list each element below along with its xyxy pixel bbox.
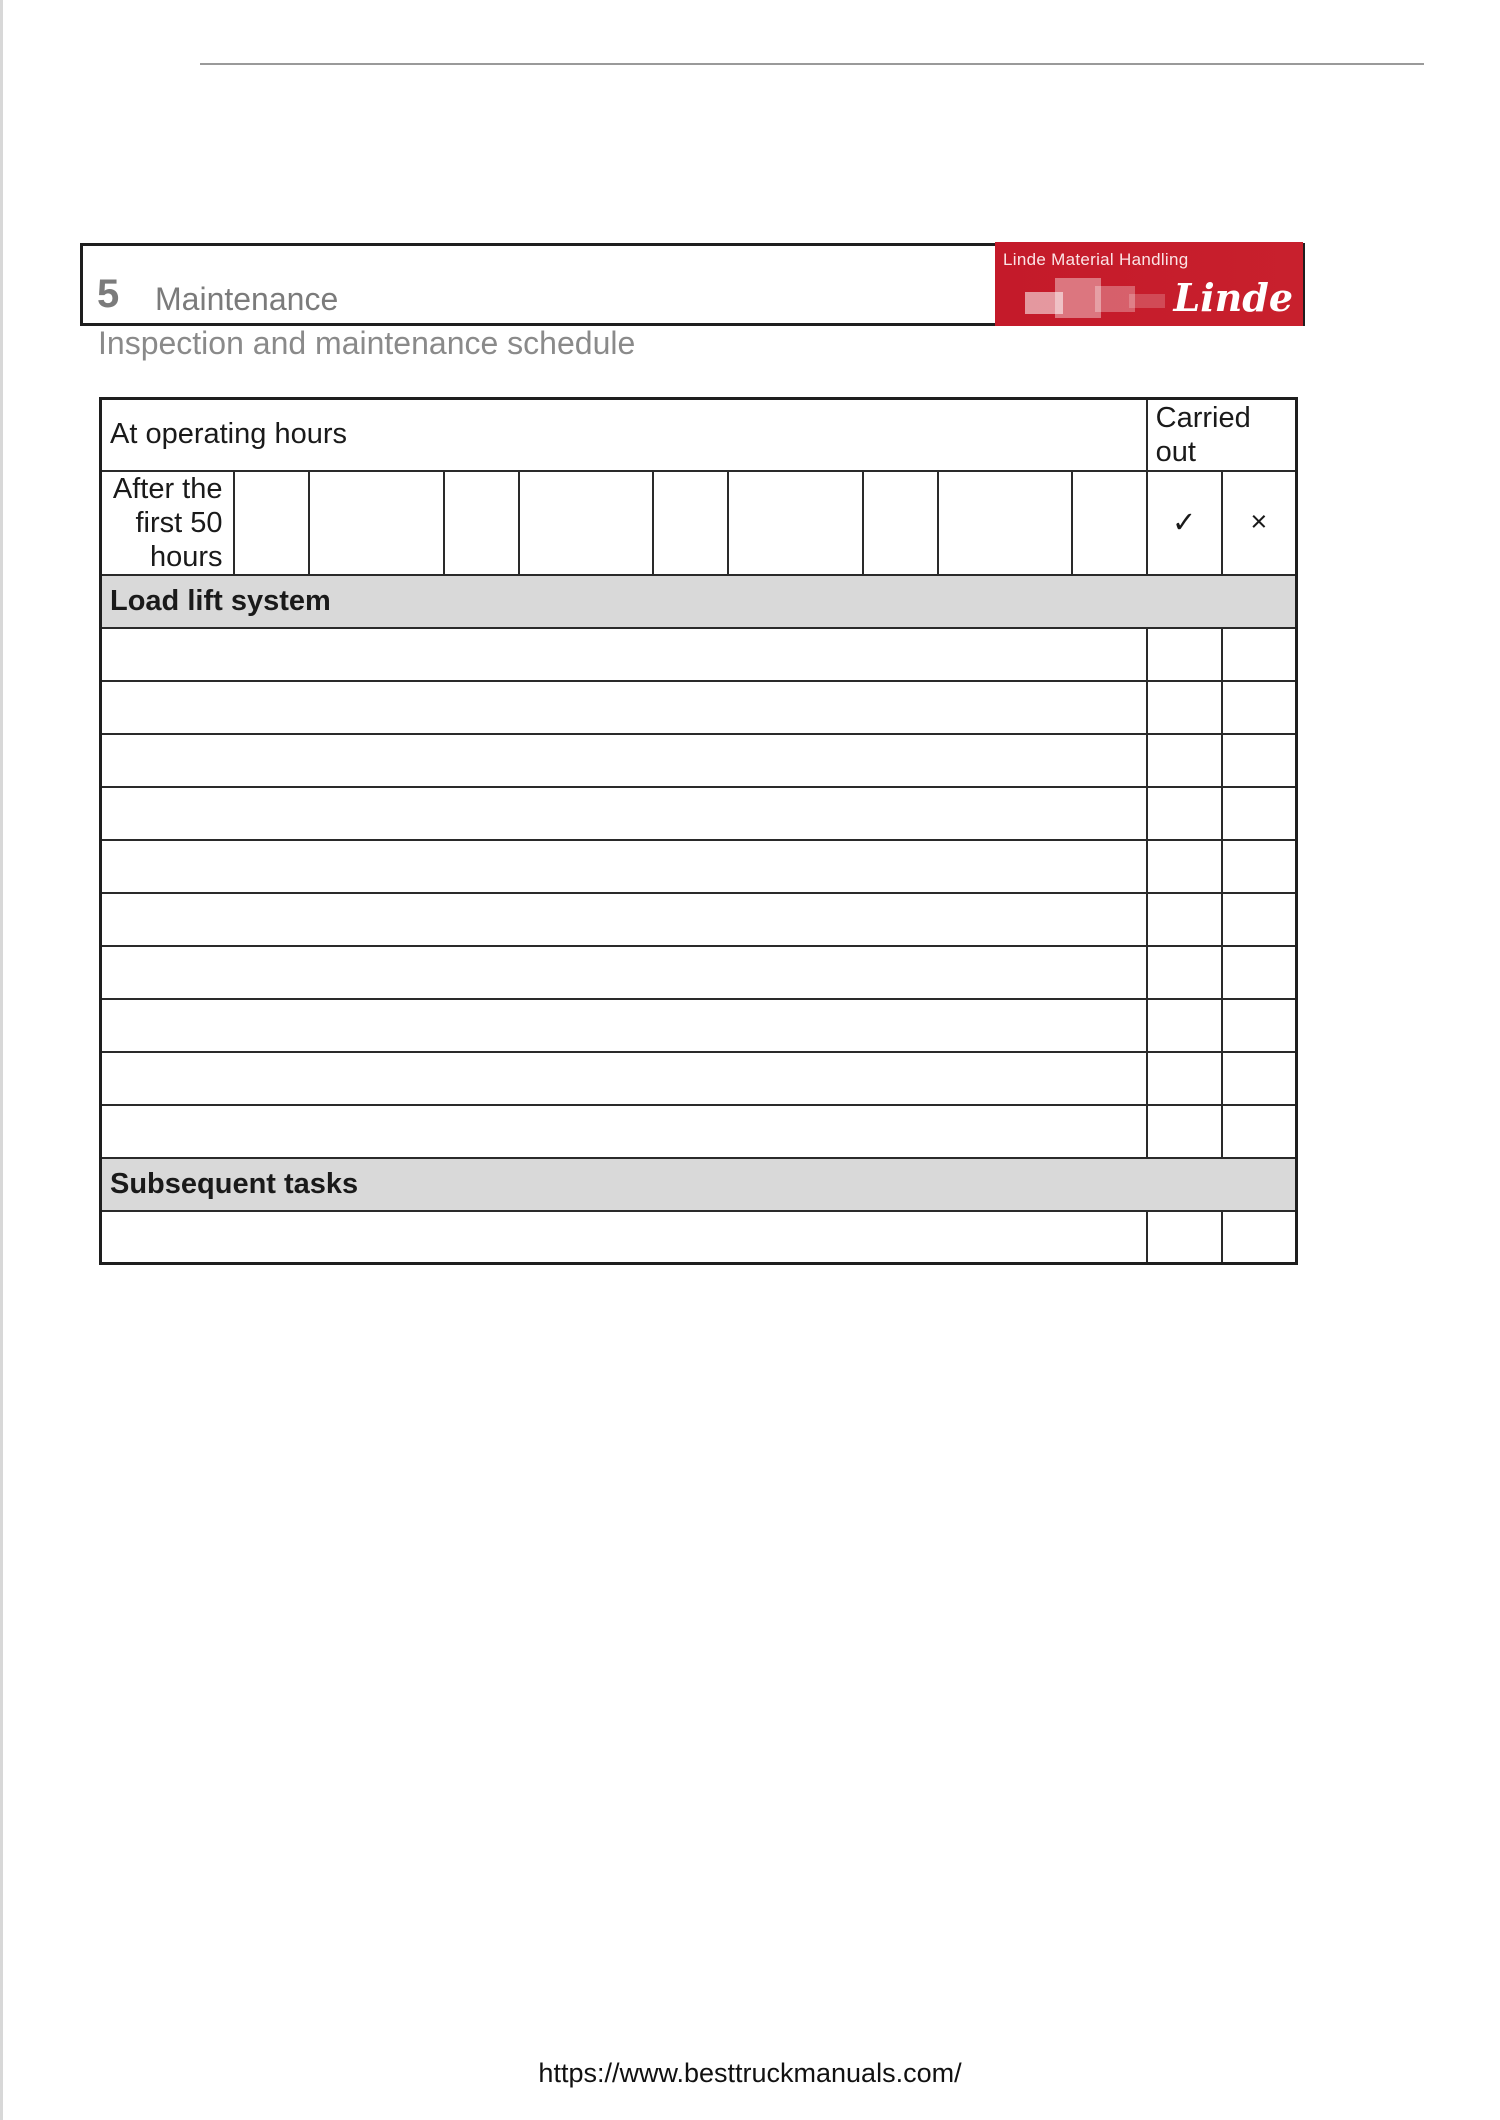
not-done-checkbox-cell[interactable]	[1222, 734, 1297, 787]
done-checkbox-cell[interactable]	[1147, 1211, 1222, 1264]
not-done-checkbox-cell[interactable]	[1222, 681, 1297, 734]
not-done-checkbox-cell[interactable]	[1222, 628, 1297, 681]
task-row	[101, 1052, 1297, 1105]
interval-empty-cell	[234, 471, 309, 575]
task-row	[101, 999, 1297, 1052]
interval-empty-cell	[1072, 471, 1147, 575]
not-done-checkbox-cell[interactable]	[1222, 893, 1297, 946]
interval-line3: hours	[149, 540, 223, 573]
task-row	[101, 1211, 1297, 1264]
chapter-number: 5	[97, 272, 120, 316]
done-checkbox-cell[interactable]	[1147, 628, 1222, 681]
interval-row	[101, 471, 1297, 575]
section-title: Inspection and maintenance schedule	[98, 325, 636, 361]
done-checkbox-cell[interactable]	[1147, 840, 1222, 893]
not-done-checkbox-cell[interactable]	[1222, 787, 1297, 840]
not-done-checkbox-cell[interactable]	[1222, 840, 1297, 893]
page-edge	[0, 0, 3, 2120]
task-cell	[101, 1052, 1147, 1105]
not-done-checkbox-cell[interactable]	[1222, 1052, 1297, 1105]
task-cell	[101, 1211, 1147, 1264]
done-checkbox-cell[interactable]	[1147, 787, 1222, 840]
footer-url[interactable]: https://www.besttruckmanuals.com/	[538, 2058, 962, 2088]
carried-out-line2: out	[1155, 435, 1196, 468]
cross-mark-icon: ×	[1222, 471, 1297, 575]
logo-tagline: Linde Material Handling	[1003, 250, 1189, 269]
interval-empty-cell	[519, 471, 653, 575]
carried-out-line1: Carried	[1155, 401, 1251, 434]
interval-empty-cell	[728, 471, 863, 575]
maintenance-schedule-table	[99, 397, 1298, 1265]
task-cell	[101, 628, 1147, 681]
task-cell	[101, 787, 1147, 840]
task-row	[101, 1105, 1297, 1158]
interval-empty-cell	[444, 471, 519, 575]
task-cell	[101, 681, 1147, 734]
done-checkbox-cell[interactable]	[1147, 946, 1222, 999]
done-checkbox-cell[interactable]	[1147, 999, 1222, 1052]
logo-wordmark: Linde	[1173, 275, 1293, 320]
task-cell	[101, 1105, 1147, 1158]
task-cell	[101, 999, 1147, 1052]
done-checkbox-cell[interactable]	[1147, 734, 1222, 787]
carried-out-header	[1147, 399, 1297, 471]
task-cell	[101, 840, 1147, 893]
operating-hours-header: At operating hours	[101, 399, 1147, 471]
section-title-load-lift: Load lift system	[101, 575, 1297, 628]
not-done-checkbox-cell[interactable]	[1222, 1105, 1297, 1158]
done-checkbox-cell[interactable]	[1147, 1052, 1222, 1105]
interval-cell	[101, 471, 234, 575]
not-done-checkbox-cell[interactable]	[1222, 946, 1297, 999]
check-mark-icon: ✓	[1147, 471, 1222, 575]
task-row	[101, 628, 1297, 681]
task-cell	[101, 946, 1147, 999]
interval-empty-cell	[938, 471, 1072, 575]
task-row	[101, 681, 1297, 734]
task-row	[101, 734, 1297, 787]
interval-empty-cell	[309, 471, 444, 575]
task-row	[101, 787, 1297, 840]
chapter-title: Maintenance	[155, 281, 339, 317]
task-row	[101, 840, 1297, 893]
done-checkbox-cell[interactable]	[1147, 1105, 1222, 1158]
task-row	[101, 946, 1297, 999]
task-cell	[101, 893, 1147, 946]
done-checkbox-cell[interactable]	[1147, 893, 1222, 946]
top-divider	[200, 63, 1424, 65]
section-title-subsequent: Subsequent tasks	[101, 1158, 1297, 1211]
interval-empty-cell	[653, 471, 728, 575]
table-header-row	[101, 399, 1297, 471]
interval-line1: After the	[112, 472, 223, 505]
interval-empty-cell	[863, 471, 938, 575]
section-row-subsequent	[101, 1158, 1297, 1211]
not-done-checkbox-cell[interactable]	[1222, 999, 1297, 1052]
logo-pattern	[1025, 278, 1165, 322]
linde-logo	[995, 242, 1303, 326]
task-row	[101, 893, 1297, 946]
done-checkbox-cell[interactable]	[1147, 681, 1222, 734]
interval-line2: first 50	[135, 506, 223, 539]
section-row-load-lift	[101, 575, 1297, 628]
task-cell	[101, 734, 1147, 787]
not-done-checkbox-cell[interactable]	[1222, 1211, 1297, 1264]
